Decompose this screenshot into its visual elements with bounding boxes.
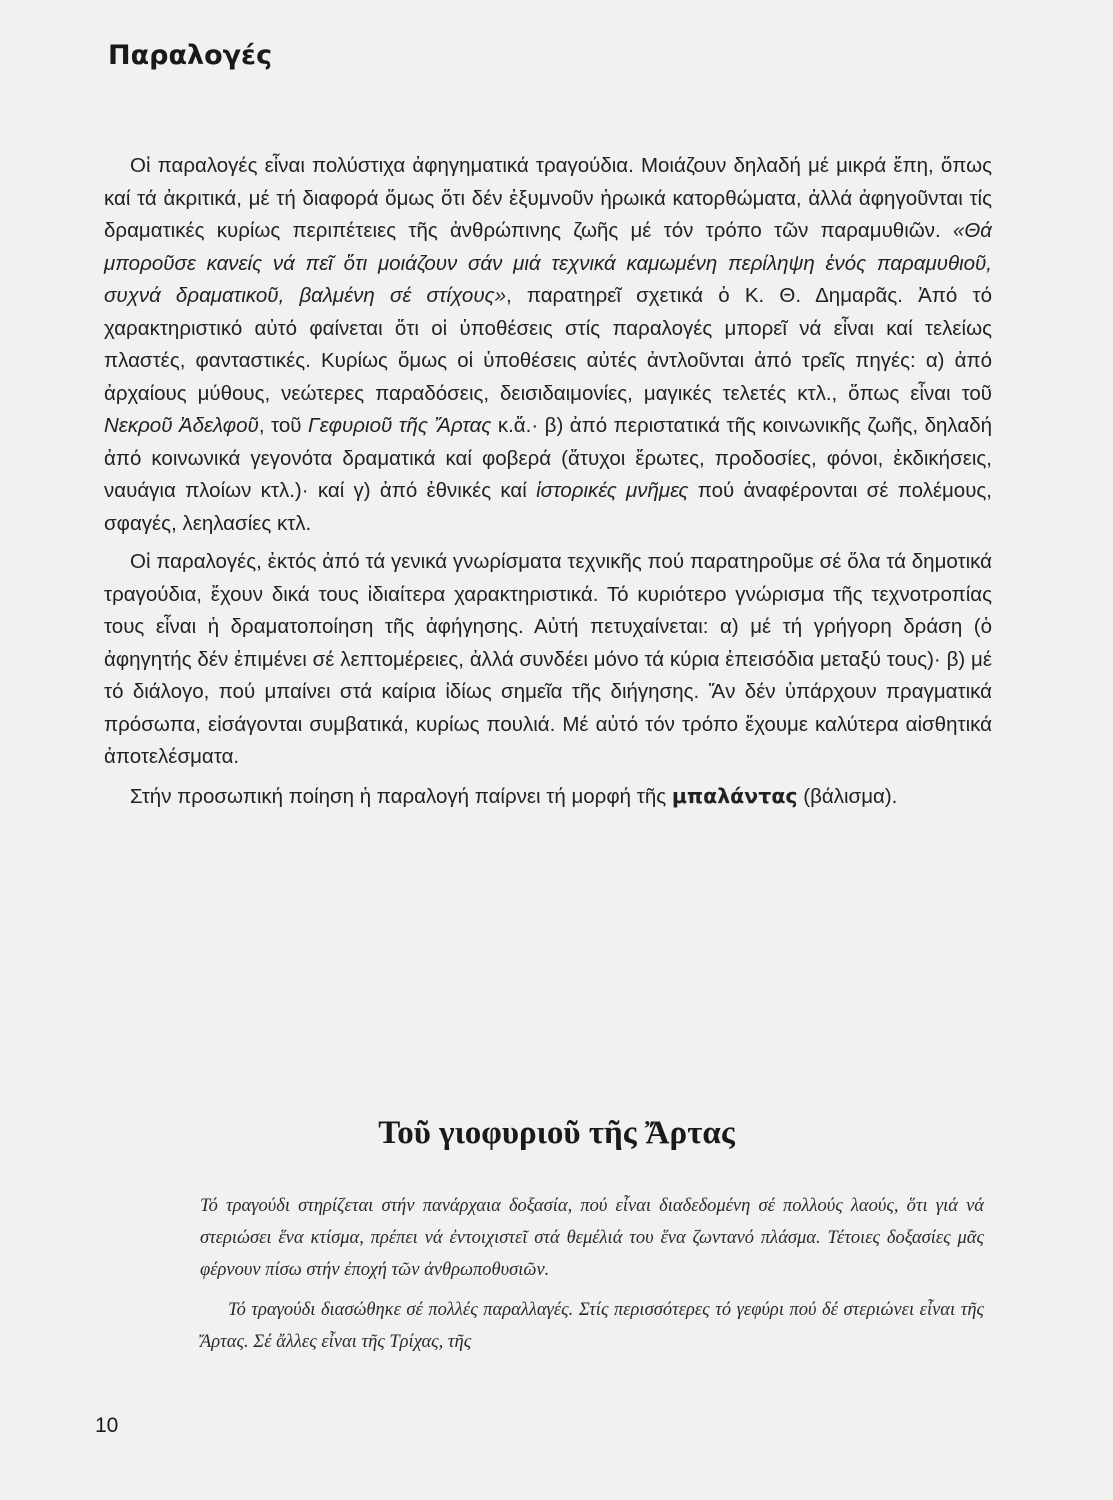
historical-memories: ἱστορικές μνῆμες xyxy=(536,479,689,502)
ballad-term: μπαλάντας xyxy=(671,783,798,808)
title-gefyriou-artas: Γεφυριοῦ τῆς Ἄρτας xyxy=(307,414,492,437)
paragraph-1 xyxy=(104,150,992,540)
title-nekrou-adelfou: Νεκροῦ Ἀδελφοῦ xyxy=(104,414,259,437)
intro-paragraph-1: Τό τραγούδι στηρίζεται στήν πανάρχαια δοξασία, πού εἶναι διαδεδομένη σέ πολλούς λαούς, ὅτι γιά νά στεριώσει ἕνα κτίσμα, πρέπει νά ἐντοιχιστεῖ στά θεμέλιά του ἕνα ζωντανό πλάσμα. Τέτοιες δοξασίες μᾶς φέρνουν πίσω στήν ἐποχή τῶν ἀνθρωποθυσιῶν. xyxy=(200,1196,984,1280)
intro-paragraph-2: Τό τραγούδι διασώθηκε σέ πολλές παραλλαγές. Στίς περισσότερες τό γεφύρι πού δέ στεριώνει εἶναι τῆς Ἄρτας. Σέ ἄλλες εἶναι τῆς Τρίχας, τῆς xyxy=(200,1300,984,1352)
paragraph-1-text-a: Οἱ παραλογές εἶναι πολύστιχα ἀφηγηματικά τραγούδια. Μοιάζουν δηλαδή μέ μικρά ἔπη, ὅπως καί τά ἀκριτικά, μέ τή διαφορά ὅμως ὅτι δέν ἐξυμνοῦν ἡρωικά κατορθώματα, ἀλλά ἀφηγοῦνται τίς δραματικές κυρίως περιπέτειες τῆς ἀνθρώπινης ζωῆς μέ τόν τρόπο τῶν παραμυθιῶν. xyxy=(104,154,992,242)
paragraph-1-text-b: , παρατηρεῖ σχετικά ὁ Κ. Θ. Δημαρᾶς. Ἀπό τό χαρακτηριστικό αὐτό φαίνεται ὅτι οἱ ὑποθέσεις στίς παραλογές μπορεῖ νά εἶναι καί τελείως πλαστές, φανταστικές. Κυρίως ὅμως οἱ ὑποθέσεις αὐτές ἀντλοῦνται ἀπό τρεῖς πηγές: α) ἀπό ἀρχαίους μύθους, νεώτερες παραδόσεις, δεισιδαιμονίες, μαγικές τελετές κτλ., ὅπως εἶναι τοῦ xyxy=(104,284,992,405)
paragraph-2: Οἱ παραλογές, ἐκτός ἀπό τά γενικά γνωρίσματα τεχνικῆς πού παρατηροῦμε σέ ὅλα τά δημοτικά τραγούδια, ἔχουν δικά τους ἰδιαίτερα χαρακτηριστικά. Τό κυριότερο γνώρισμα τῆς τεχνοτροπίας τους εἶναι ἡ δραματοποίηση τῆς ἀφήγησης. Αὐτή πετυχαίνεται: α) μέ τή γρήγορη δράση (ὁ ἀφηγητής δέν ἐπιμένει σέ λεπτομέρειες, ἀλλά συνδέει μόνο τά κύρια ἐπεισόδια μεταξύ τους)· β) μέ τό διάλογο, πού μπαίνει στά καίρια ἰδίως σημεῖα τῆς διήγησης. Ἄν δέν ὑπάρχουν πραγματικά πρόσωπα, εἰσάγονται συμβατικά, κυρίως πουλιά. Μέ αὐτό τόν τρόπο ἔχουμε καλύτερα αἰσθητικά ἀποτελέσματα. xyxy=(104,550,992,768)
paragraph-1-text-d: κ.ἄ.· β) ἀπό περιστατικά τῆς κοινωνικῆς ζωῆς, δηλαδή ἀπό κοινωνικά γεγονότα δραματικά καί φοβερά (ἄτυχοι ἔρωτες, προδοσίες, φόνοι, ἐκδικήσεις, ναυάγια πλοίων κτλ.)· καί γ) ἀπό ἐθνικές καί xyxy=(104,414,993,502)
paragraph-1-text-c: , τοῦ xyxy=(258,414,302,437)
paragraph-3 xyxy=(104,780,992,814)
section-title: Παραλογές xyxy=(108,40,273,71)
dimaras-quote: «Θά μποροῦσε κανείς νά πεῖ ὅτι μοιάζουν σάν μιά τεχνικά καμωμένη περίληψη ἑνός παραμυθιοῦ, συχνά δραματικοῦ, βαλμένη σέ στίχους» xyxy=(104,219,992,307)
poem-introduction xyxy=(200,1190,984,1358)
section-body xyxy=(104,150,992,813)
paragraph-3-text-a: Στήν προσωπική ποίηση ἡ παραλογή παίρνει τή μορφή τῆς xyxy=(130,784,667,808)
poem-title: Τοῦ γιοφυριοῦ τῆς Ἄρτας xyxy=(378,1115,735,1151)
paragraph-3-text-b: (βάλισμα). xyxy=(803,784,898,808)
paragraph-1-text-e: πού ἀναφέρονται σέ πολέμους, σφαγές, λεηλασίες κτλ. xyxy=(104,479,992,535)
page-number: 10 xyxy=(95,1414,119,1437)
